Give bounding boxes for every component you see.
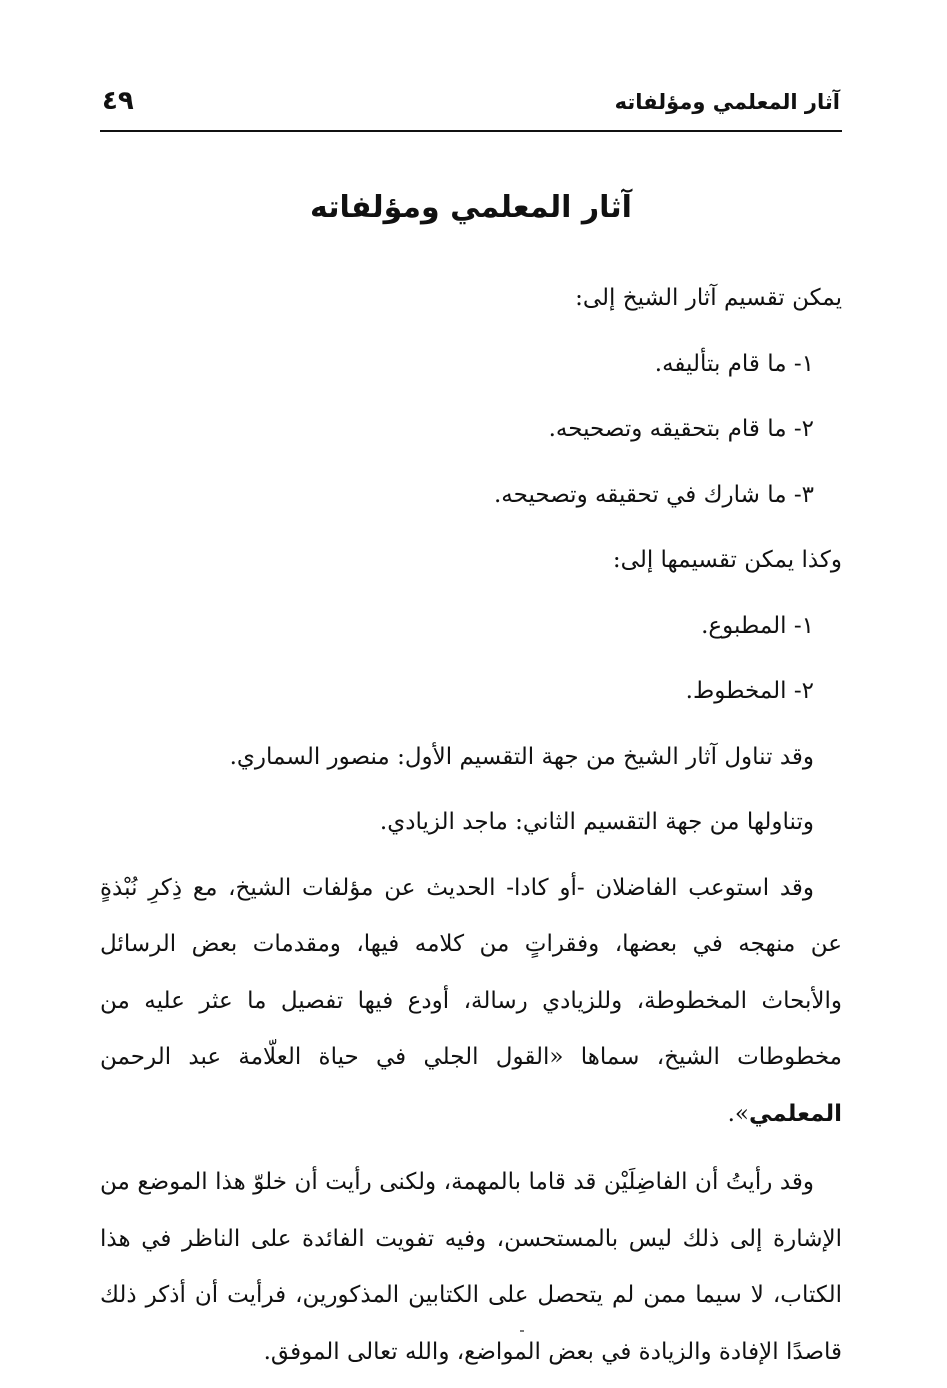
scan-speck bbox=[520, 1330, 524, 1332]
page-header bbox=[100, 82, 842, 120]
paragraph-text: وقد استوعب الفاضلان -أو كادا- الحديث عن مؤلفات الشيخ، مع ذِكرِ نُبْذةٍ عن منهجه في بعضها، وفقراتٍ من كلامه فيها، ومقدمات بعض الرسائل والأبحاث المخطوطة، وللزيادي رسالة، أودع فيها تفصيل ما عثر عليه من مخطوطات الشيخ، سماها «القول الجلي في حياة العلّامة عبد الرحمن bbox=[100, 874, 842, 1070]
header-rule bbox=[100, 130, 842, 132]
paragraph-rationale: وقد رأيتُ أن الفاضِلَيْن قد قاما بالمهمة، ولكنى رأيت أن خلوّ هذا الموضع من الإشارة إلى ذلك ليس بالمستحسن، وفيه تفويت الفائدة على الناظر في هذا الكتاب، لا سيما ممن لم يتحصل على الكتابين المذكورين، فرأيت أن أذكر ذلك قاصدًا الإفادة والزيادة في بعض المواضع، والله تعالى الموفق. bbox=[100, 1169, 842, 1365]
chapter-title: آثار المعلمي ومؤلفاته bbox=[310, 190, 632, 225]
intro-line: وكذا يمكن تقسيمها إلى: bbox=[612, 547, 842, 573]
intro-line: يمكن تقسيم آثار الشيخ إلى: bbox=[575, 285, 842, 311]
list-item: ١- المطبوع. bbox=[701, 612, 814, 639]
page-number: ٤٩ bbox=[102, 86, 134, 116]
author-name: المعلمي bbox=[749, 1100, 842, 1127]
second-division-line: وتناولها من جهة التقسيم الثاني: ماجد الزيادي. bbox=[379, 809, 814, 835]
running-title: آثار المعلمي ومؤلفاته bbox=[614, 90, 840, 114]
paragraph-ending: ». bbox=[727, 1100, 749, 1127]
paragraph-gap bbox=[100, 1142, 842, 1154]
paragraph-works-survey bbox=[100, 860, 842, 1143]
list-item: ٢- المخطوط. bbox=[685, 678, 814, 704]
first-division-line: وقد تناول آثار الشيخ من جهة التقسيم الأول: منصور السماري. bbox=[229, 743, 814, 770]
list-item: ١- ما قام بتأليفه. bbox=[654, 350, 814, 377]
page-body bbox=[100, 270, 842, 1380]
list-item: ٣- ما شارك في تحقيقه وتصحيحه. bbox=[493, 481, 814, 508]
list-item: ٢- ما قام بتحقيقه وتصحيحه. bbox=[548, 416, 814, 442]
